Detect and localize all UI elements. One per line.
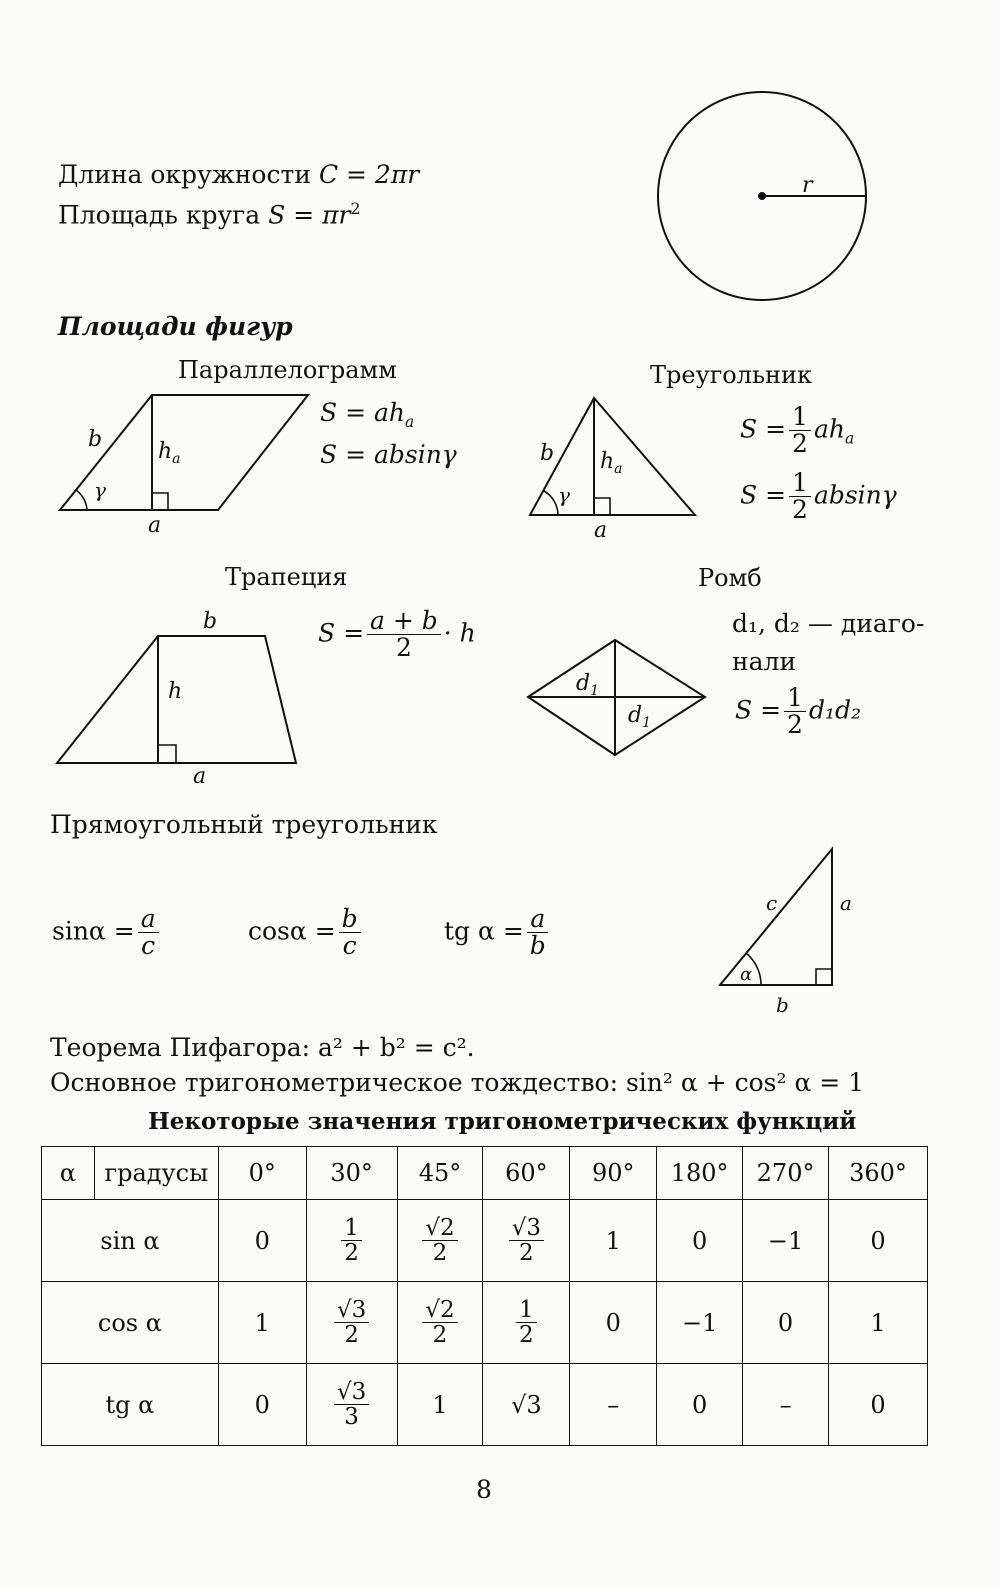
parallelogram-height-label: $h_a$ (158, 439, 181, 467)
table-header-row (42, 1147, 928, 1200)
angle-header: 60° (483, 1147, 570, 1200)
right-triangle-title: Прямоугольный треугольник (50, 810, 438, 839)
table-row-cos (42, 1282, 928, 1364)
right-triangle-leg-b-label: b (776, 993, 789, 1017)
table-cell: 1 (397, 1364, 483, 1446)
triangle-base-label: a (594, 518, 608, 543)
angle-header: 45° (397, 1147, 483, 1200)
sin-fraction: $\frac{a}{c}$ (138, 906, 159, 960)
table-row-tg (42, 1364, 928, 1446)
table-cell: 0 (657, 1364, 743, 1446)
right-triangle-shape (720, 849, 832, 985)
table-cell: 1 (829, 1282, 928, 1364)
circle-area-exponent: 2 (350, 200, 361, 218)
rhombus-desc-1: d₁, d₂ — диаго- (732, 609, 925, 638)
cell-fraction: $\frac{1}{2}$ (341, 1216, 362, 1265)
table-cell: −1 (743, 1200, 829, 1282)
table-cell (397, 1200, 483, 1282)
circle-length-label: Длина окружности (58, 160, 311, 189)
parallelogram-base-label: a (148, 513, 162, 538)
triangle-formula-2-fraction: $\frac{1}{2}$ (789, 470, 811, 524)
table-cell: 0 (218, 1200, 306, 1282)
table-cell: −1 (657, 1282, 743, 1364)
trapezoid-formula: S = $\frac{a + b}{2}$ · h (318, 606, 476, 663)
table-cell (397, 1282, 483, 1364)
rhombus-desc-2: нали (732, 647, 797, 676)
pythagoras-theorem: Теорема Пифагора: a² + b² = c². (50, 1033, 475, 1062)
trapezoid-formula-fraction: $\frac{a + b}{2}$ (367, 608, 441, 662)
table-cell (306, 1282, 397, 1364)
table-cell: 1 (570, 1200, 657, 1282)
table-cell (483, 1282, 570, 1364)
table-row-sin (42, 1200, 928, 1282)
rhombus-formula-fraction: $\frac{1}{2}$ (784, 685, 806, 739)
circle-length-formula: C = 2πr (318, 160, 420, 189)
triangle-formula-2: S = $\frac{1}{2}$ absinγ (740, 468, 897, 525)
angle-header: 0° (218, 1147, 306, 1200)
angle-header: 270° (743, 1147, 829, 1200)
tg-formula: tg α = $\frac{a}{b}$ (444, 906, 552, 960)
table-cell (306, 1364, 397, 1446)
right-triangle-hyp-label: c (766, 891, 778, 915)
table-cell: 0 (829, 1200, 928, 1282)
section-title: Площади фигур (58, 312, 293, 341)
circle-area-formula: S = πr (268, 200, 351, 230)
table-cell: – (743, 1364, 829, 1446)
row-label: cos α (42, 1282, 219, 1364)
trapezoid-top-label: b (203, 609, 218, 634)
tg-fraction: $\frac{a}{b}$ (527, 906, 549, 960)
parallelogram-side-label: b (88, 427, 103, 452)
angle-header: 90° (570, 1147, 657, 1200)
table-cell: 1 (218, 1282, 306, 1364)
circle-radius-label: r (802, 173, 813, 198)
page-number: 8 (476, 1475, 492, 1504)
table-cell: – (570, 1364, 657, 1446)
parallelogram-formula-2: S = absinγ (320, 440, 457, 469)
cell-fraction: $\frac{1}{2}$ (516, 1298, 537, 1347)
trapezoid-base-label: a (193, 764, 207, 789)
circle-area-label: Площадь круга (58, 200, 261, 230)
parallelogram-angle-label: γ (94, 478, 106, 502)
table-cell: 0 (743, 1282, 829, 1364)
trapezoid-height-label: h (168, 679, 183, 704)
degrees-header: градусы (94, 1147, 218, 1200)
row-label: sin α (42, 1200, 219, 1282)
right-triangle-leg-a-label: a (840, 891, 852, 915)
trig-values-table (41, 1146, 928, 1446)
parallelogram-formula-1: $S = ah_a$ (320, 398, 415, 431)
alpha-header: α (42, 1147, 95, 1200)
table-cell: √3 (483, 1364, 570, 1446)
cell-fraction: $\frac{√2}{2}$ (422, 1216, 457, 1265)
trig-identity: Основное тригонометрическое тождество: sin² α + cos² α = 1 (50, 1068, 865, 1097)
rhombus-title: Ромб (698, 564, 762, 592)
rhombus-formula: S = $\frac{1}{2}$ d₁d₂ (735, 683, 861, 740)
triangle-angle-label: γ (558, 483, 570, 507)
cos-formula: cosα = $\frac{b}{c}$ (248, 906, 364, 960)
triangle-title: Треугольник (650, 361, 813, 389)
triangle-height-label: $h_a$ (600, 449, 623, 477)
triangle-formula-1-fraction: $\frac{1}{2}$ (789, 404, 811, 458)
table-cell: 0 (218, 1364, 306, 1446)
angle-header: 30° (306, 1147, 397, 1200)
rhombus-d1-label: $d_1$ (576, 671, 600, 699)
cos-fraction: $\frac{b}{c}$ (339, 906, 361, 960)
triangle-side-label: b (540, 441, 555, 466)
angle-header: 360° (829, 1147, 928, 1200)
right-triangle-angle-label: α (740, 964, 753, 985)
table-cell: 0 (829, 1364, 928, 1446)
cell-fraction: $\frac{√3}{2}$ (334, 1298, 369, 1347)
cell-fraction: $\frac{√2}{2}$ (422, 1298, 457, 1347)
triangle-formula-1: S = $\frac{1}{2}$ $ah_a$ (740, 402, 855, 459)
table-cell: 0 (657, 1200, 743, 1282)
table-title: Некоторые значения тригонометрических функций (148, 1108, 857, 1135)
cell-fraction: $\frac{√3}{2}$ (509, 1216, 544, 1265)
table-cell (306, 1200, 397, 1282)
table-cell (483, 1200, 570, 1282)
cell-fraction: $\frac{√3}{3}$ (334, 1380, 369, 1429)
trapezoid-title: Трапеция (225, 563, 348, 591)
parallelogram-title: Параллелограмм (178, 356, 397, 384)
rhombus-d2-label: $d_1$ (628, 703, 652, 731)
angle-header: 180° (657, 1147, 743, 1200)
row-label: tg α (42, 1364, 219, 1446)
right-triangle-right-angle (816, 969, 832, 985)
sin-formula: sinα = $\frac{a}{c}$ (52, 906, 162, 960)
table-cell: 0 (570, 1282, 657, 1364)
